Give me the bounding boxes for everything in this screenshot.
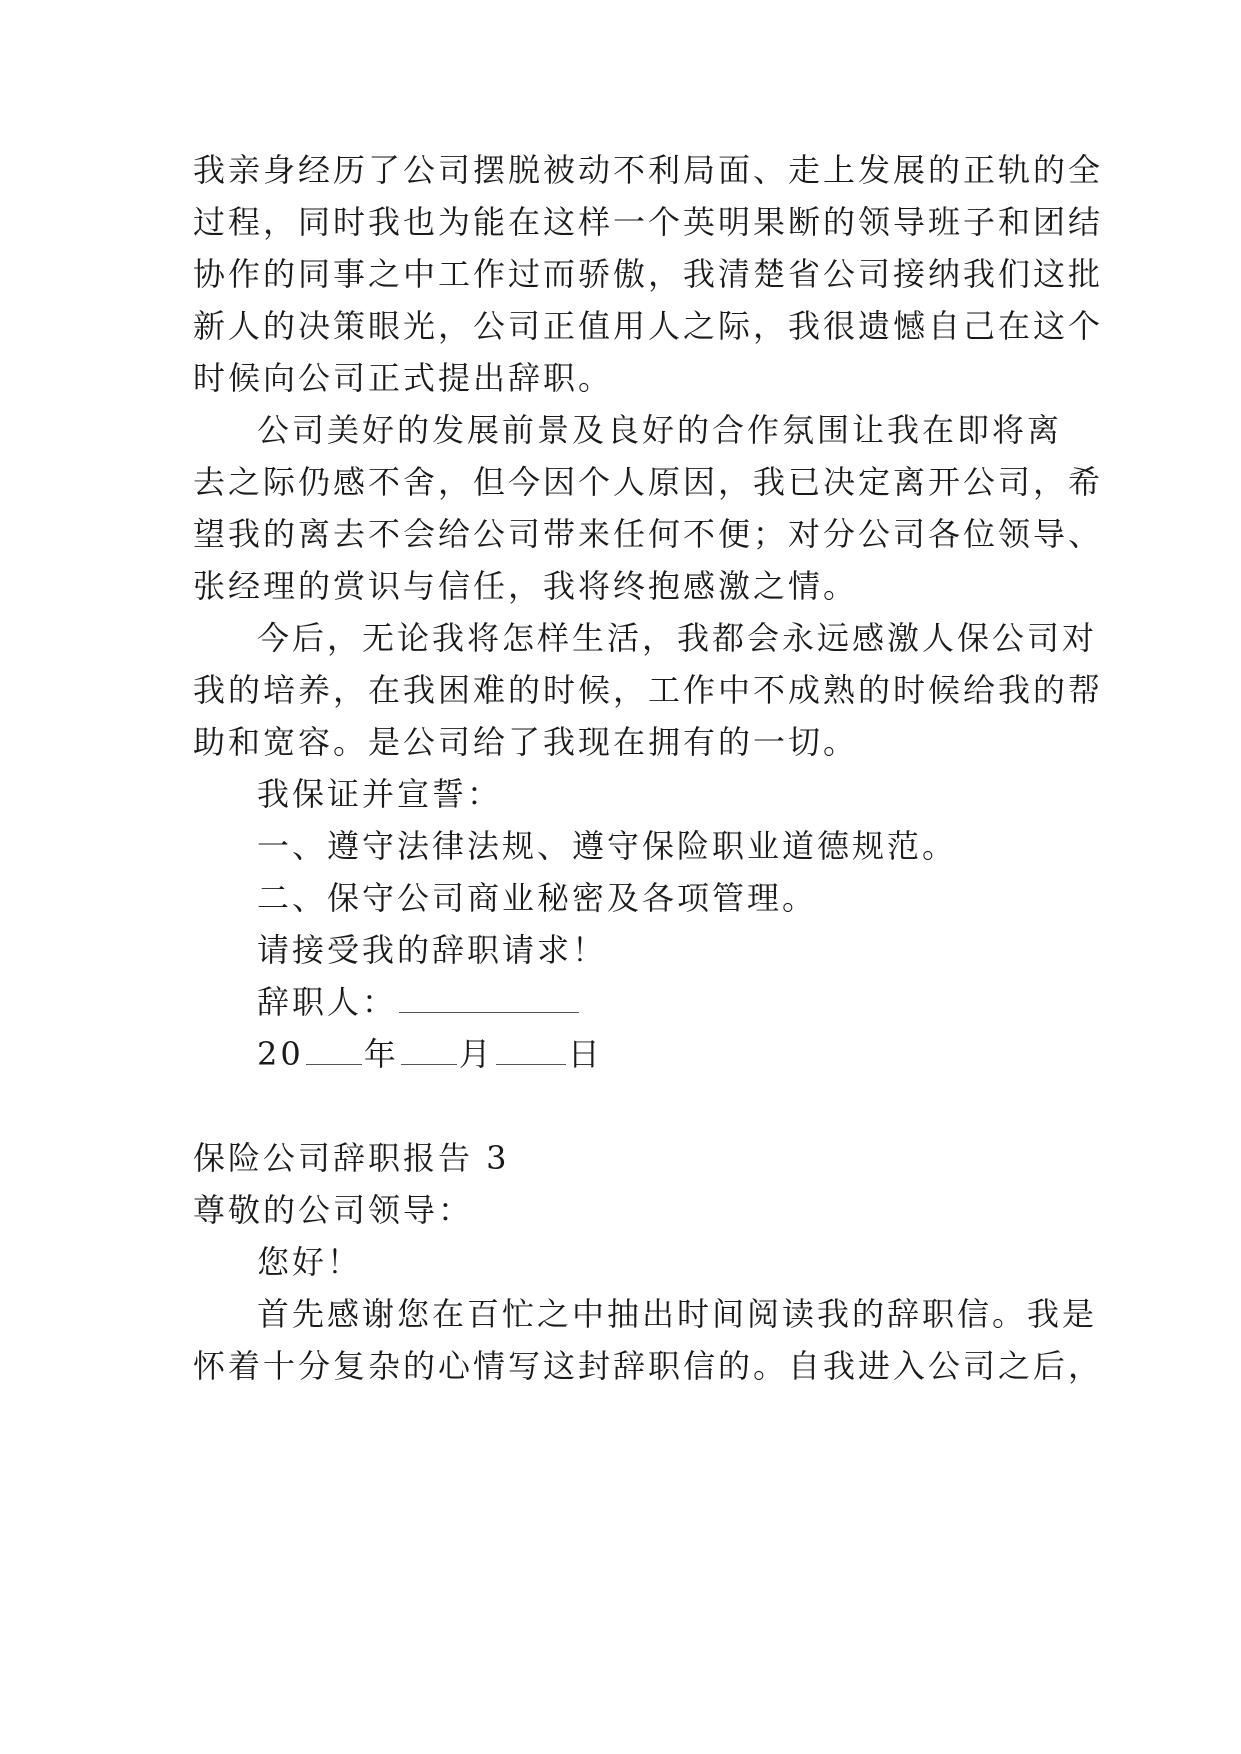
signature-blank	[399, 984, 579, 1013]
paragraph-line: 新人的决策眼光，公司正值用人之际，我很遗憾自己在这个	[193, 307, 1104, 345]
paragraph-line: 我的培养，在我困难的时候，工作中不成熟的时候给我的帮	[193, 671, 1104, 709]
date-day: 日	[567, 1035, 603, 1073]
greeting: 您好！	[257, 1243, 363, 1281]
date-year: 年	[363, 1035, 399, 1073]
request-line: 请接受我的辞职请求！	[257, 931, 608, 969]
month-blank	[401, 1036, 457, 1065]
paragraph-line: 助和宽容。是公司给了我现在拥有的一切。	[193, 723, 859, 761]
signer-label: 辞职人：	[257, 983, 398, 1021]
paragraph-line: 首先感谢您在百忙之中抽出时间阅读我的辞职信。我是	[257, 1295, 1098, 1333]
section-title: 保险公司辞职报告 3	[193, 1139, 510, 1177]
year-blank	[306, 1036, 362, 1065]
paragraph-line: 张经理的赏识与信任，我将终抱感激之情。	[193, 567, 859, 605]
salutation: 尊敬的公司领导：	[193, 1191, 474, 1229]
pledge-heading: 我保证并宣誓：	[257, 775, 503, 813]
date-prefix: 20	[257, 1035, 304, 1073]
date-line	[257, 1034, 1137, 1074]
paragraph-line: 协作的同事之中工作过而骄傲，我清楚省公司接纳我们这批	[193, 255, 1104, 293]
paragraph-line: 时候向公司正式提出辞职。	[193, 359, 614, 397]
paragraph-line: 我亲身经历了公司摆脱被动不利局面、走上发展的正轨的全	[193, 151, 1104, 189]
paragraph-line: 过程，同时我也为能在这样一个英明果断的领导班子和团结	[193, 203, 1104, 241]
paragraph-line: 望我的离去不会给公司带来任何不便；对分公司各位领导、	[193, 515, 1104, 553]
pledge-item: 一、遵守法律法规、遵守保险职业道德规范。	[257, 827, 958, 865]
signer-line	[257, 982, 1137, 1022]
paragraph-line: 怀着十分复杂的心情写这封辞职信的。自我进入公司之后，	[193, 1347, 1104, 1385]
paragraph-line: 去之际仍感不舍，但今因个人原因，我已决定离开公司，希	[193, 463, 1104, 501]
paragraph-line: 公司美好的发展前景及良好的合作氛围让我在即将离	[257, 411, 1063, 449]
day-blank	[496, 1036, 566, 1065]
pledge-item: 二、保守公司商业秘密及各项管理。	[257, 879, 818, 917]
date-month: 月	[458, 1035, 494, 1073]
paragraph-line: 今后，无论我将怎样生活，我都会永远感激人保公司对	[257, 619, 1098, 657]
